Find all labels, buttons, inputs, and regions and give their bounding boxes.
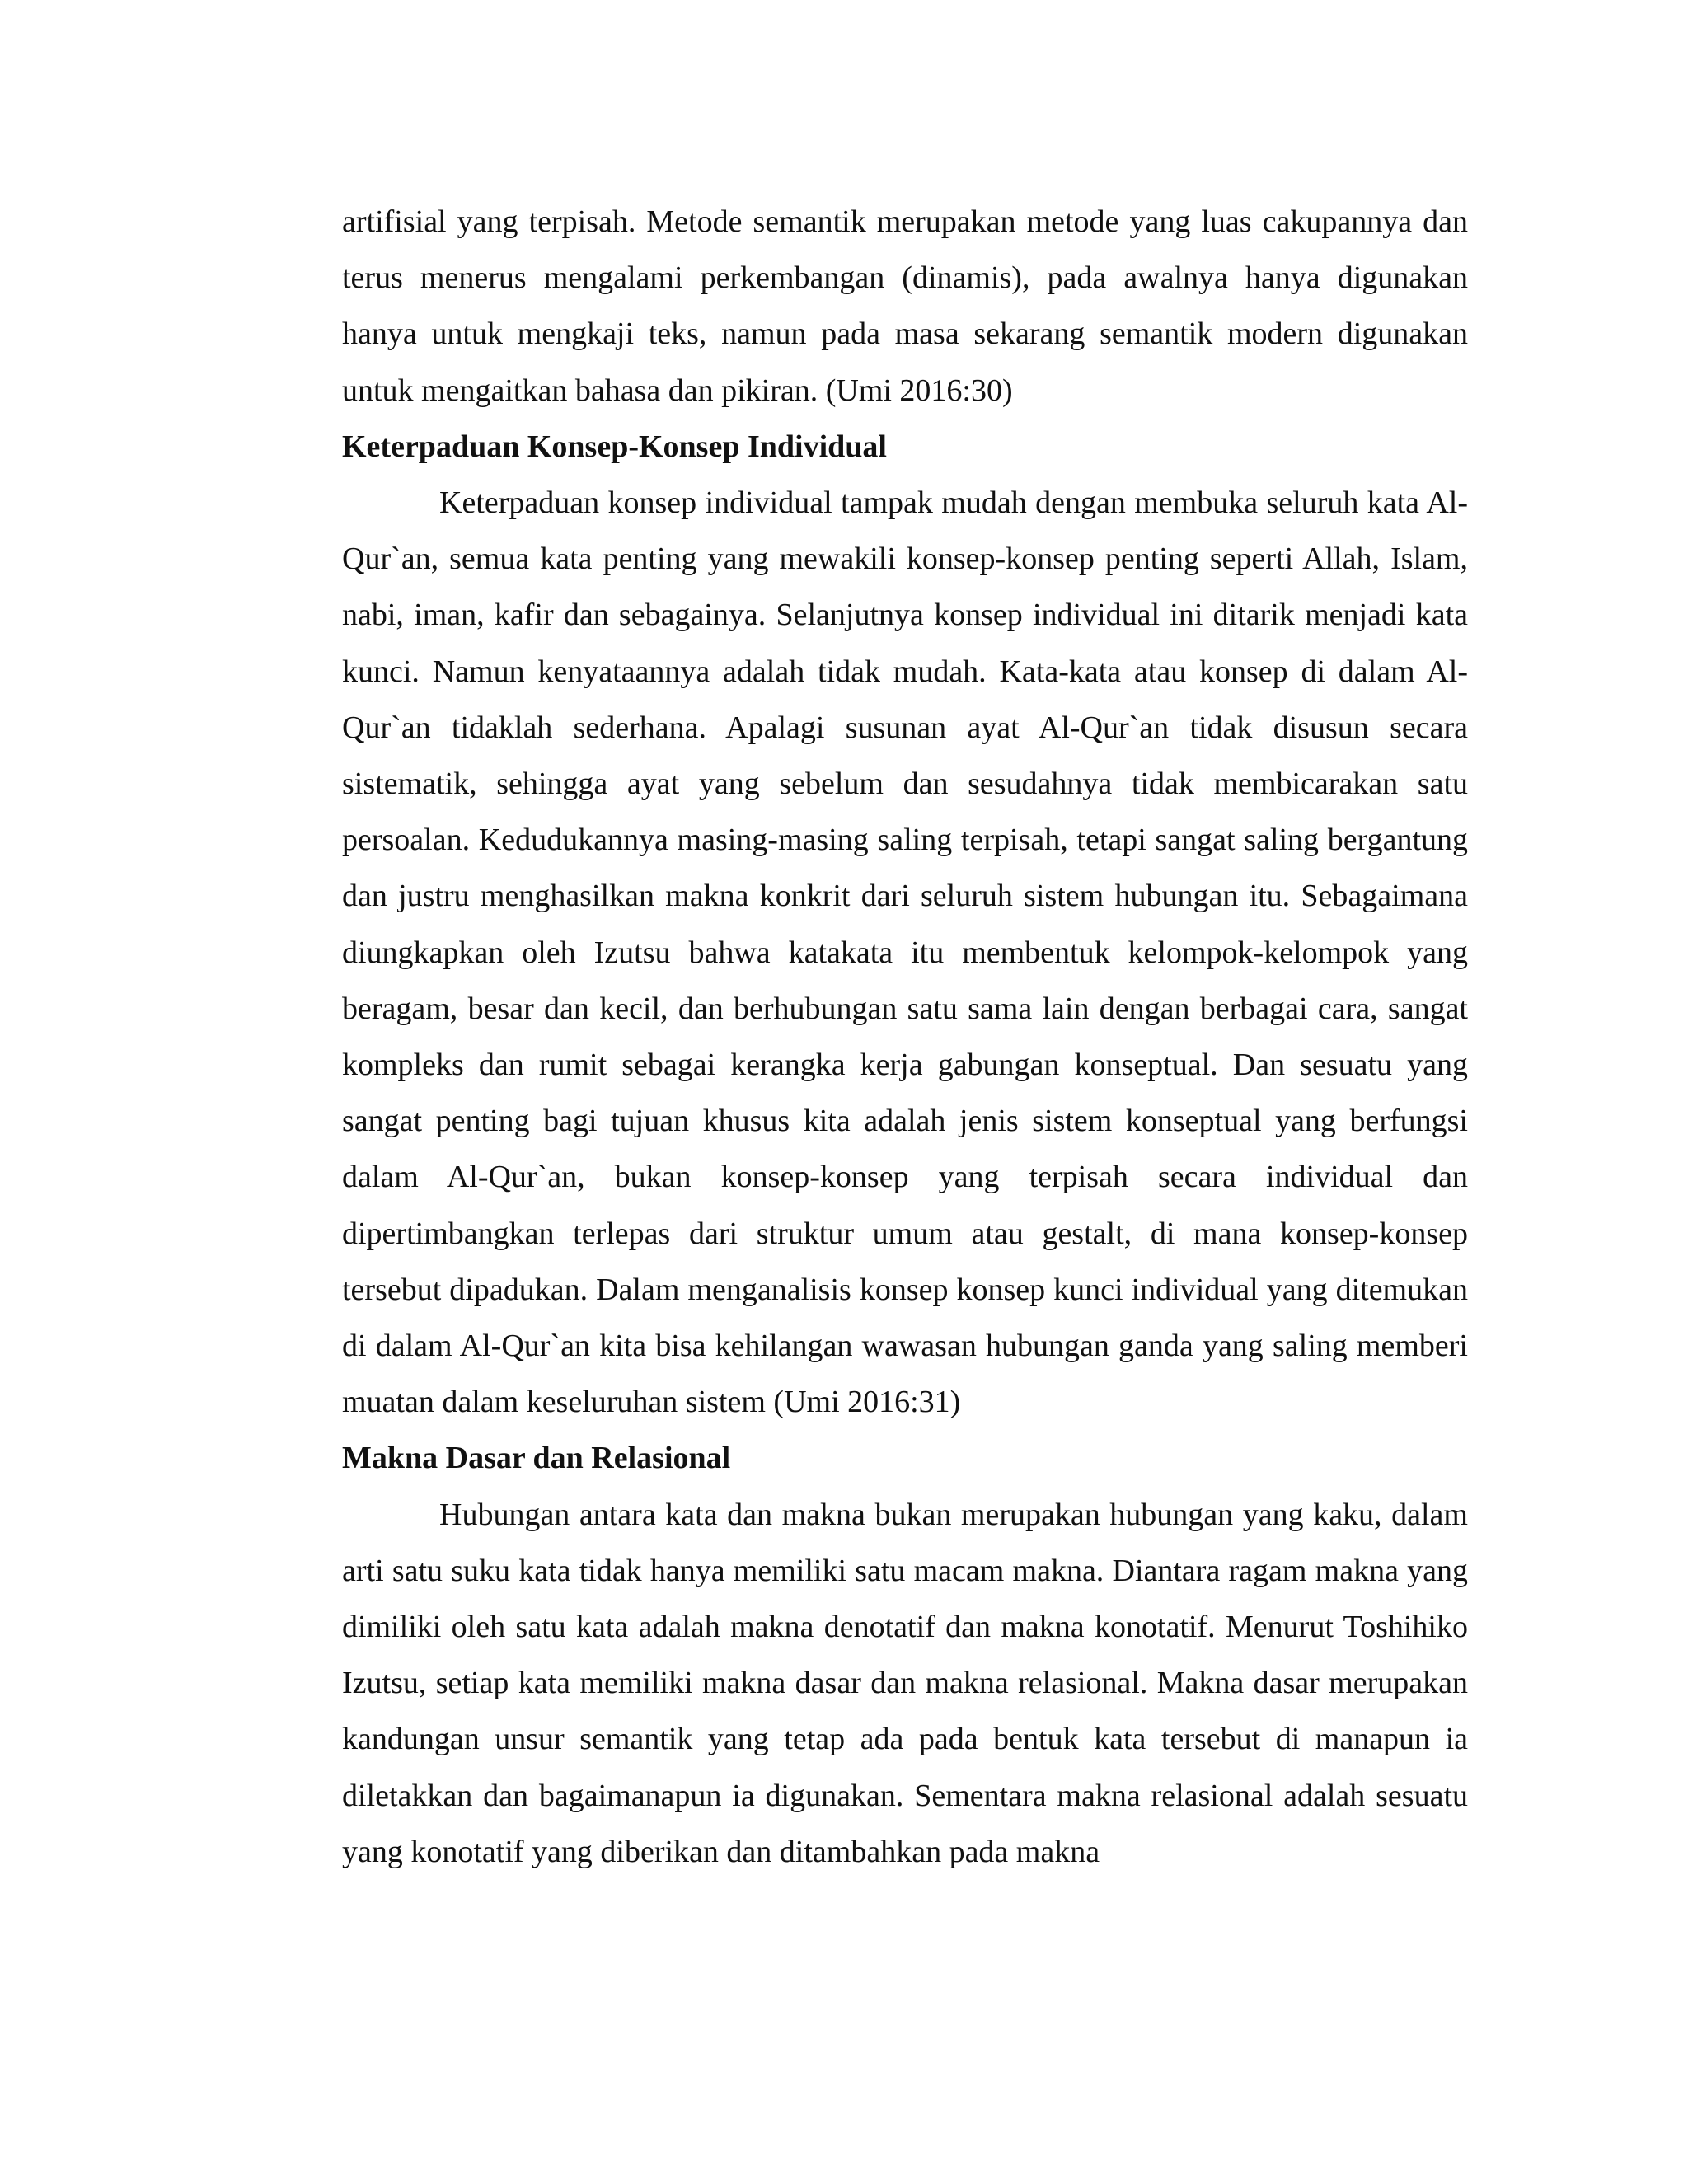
document-body [342,194,1468,1880]
paragraph-continuation: artifisial yang terpisah. Metode semantik merupakan metode yang luas cakupannya dan terus menerus mengalami perkembangan (dinamis), pada awalnya hanya digunakan hanya untuk mengkaji teks, namun pada masa sekarang semantik modern digunakan untuk mengaitkan bahasa dan pikiran. (Umi 2016:30) [342,204,1468,408]
paragraph-makna: Hubungan antara kata dan makna bukan merupakan hubungan yang kaku, dalam arti satu suku kata tidak hanya memiliki satu macam makna. Diantara ragam makna yang dimiliki oleh satu kata adalah makna denotatif dan makna konotatif. Menurut Toshihiko Izutsu, setiap kata memiliki makna dasar dan makna relasional. Makna dasar merupakan kandungan unsur semantik yang tetap ada pada bentuk kata tersebut di manapun ia diletakkan dan bagaimanapun ia digunakan. Sementara makna relasional adalah sesuatu yang konotatif yang diberikan dan ditambahkan pada makna [342,1497,1468,1869]
paragraph-keterpaduan: Keterpaduan konsep individual tampak mudah dengan membuka seluruh kata Al-Qur`an, semua kata penting yang mewakili konsep-konsep penting seperti Allah, Islam, nabi, iman, kafir dan sebagainya. Selanjutnya konsep individual ini ditarik menjadi kata kunci. Namun kenyataannya adalah tidak mudah. Kata-kata atau konsep di dalam Al-Qur`an tidaklah sederhana. Apalagi susunan ayat Al-Qur`an tidak disusun secara sistematik, sehingga ayat yang sebelum dan sesudahnya tidak membicarakan satu persoalan. Kedudukannya masing-masing saling terpisah, tetapi sangat saling bergantung dan justru menghasilkan makna konkrit dari seluruh sistem hubungan itu. Sebagaimana diungkapkan oleh Izutsu bahwa katakata itu membentuk kelompok-kelompok yang beragam, besar dan kecil, dan berhubungan satu sama lain dengan berbagai cara, sangat kompleks dan rumit sebagai kerangka kerja gabungan konseptual. Dan sesuatu yang sangat penting bagi tujuan khusus kita adalah jenis sistem konseptual yang berfungsi dalam Al-Qur`an, bukan konsep-konsep yang terpisah secara individual dan dipertimbangkan terlepas dari struktur umum atau gestalt, di mana konsep-konsep tersebut dipadukan. Dalam menganalisis konsep konsep kunci individual yang ditemukan di dalam Al-Qur`an kita bisa kehilangan wawasan hubungan ganda yang saling memberi muatan dalam keseluruhan sistem (Umi 2016:31) [342,485,1468,1420]
section-heading-makna: Makna Dasar dan Relasional [342,1441,731,1476]
section-heading-keterpaduan: Keterpaduan Konsep-Konsep Individual [342,429,887,464]
